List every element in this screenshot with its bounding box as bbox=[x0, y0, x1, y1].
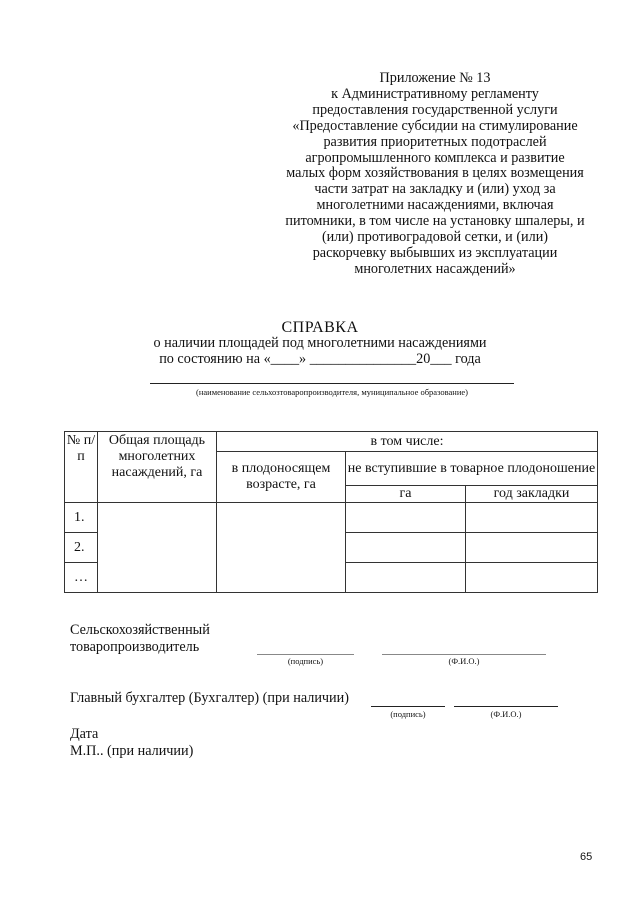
appendix-line: развития приоритетных подотраслей bbox=[323, 133, 547, 150]
document-subtitle bbox=[0, 335, 640, 367]
subtitle-date-line[interactable]: по состоянию на «____» _______________20___ года bbox=[159, 351, 481, 367]
accountant-signature-line[interactable] bbox=[371, 706, 445, 707]
row-number: 1. bbox=[65, 503, 98, 533]
producer-name-caption: (наименование сельхозтоваропроизводителя, муниципальное образование) bbox=[196, 387, 468, 397]
date-label: Дата bbox=[70, 726, 99, 742]
appendix-line: предоставления государственной услуги bbox=[312, 101, 558, 118]
document-title: СПРАВКА bbox=[281, 319, 359, 336]
accountant-name-caption: (Ф.И.О.) bbox=[490, 709, 522, 719]
subtitle-line-1: о наличии площадей под многолетними насаждениями bbox=[153, 335, 487, 351]
page-number: 65 bbox=[580, 851, 593, 863]
producer-name-sign-line[interactable] bbox=[382, 654, 546, 655]
ha-cell[interactable] bbox=[346, 563, 466, 593]
header-total-area: Общая площадь многолетних насаждений, га bbox=[98, 432, 217, 503]
planting-year-cell[interactable] bbox=[466, 503, 598, 533]
appendix-line: многолетними насаждениями, включая bbox=[316, 197, 554, 214]
appendix-line: к Административному регламенту bbox=[331, 85, 539, 102]
producer-signature-caption: (подпись) bbox=[287, 656, 324, 666]
accountant-signature-caption: (подпись) bbox=[390, 709, 426, 719]
header-number: № п/п bbox=[65, 432, 98, 503]
header-including: в том числе: bbox=[217, 432, 598, 452]
header-planting-year: год закладки bbox=[466, 486, 598, 503]
accountant-name-line[interactable] bbox=[454, 706, 558, 707]
plantings-table bbox=[64, 431, 598, 593]
accountant-label: Главный бухгалтер (Бухгалтер) (при наличии) bbox=[70, 690, 349, 706]
fruit-bearing-cell[interactable] bbox=[217, 503, 346, 593]
appendix-line: части затрат на закладку и (или) уход за bbox=[314, 181, 556, 198]
appendix-line: питомники, в том числе на установку шпалеры, и bbox=[285, 213, 585, 230]
producer-name-line[interactable] bbox=[150, 383, 514, 384]
ha-cell[interactable] bbox=[346, 503, 466, 533]
header-ha: га bbox=[346, 486, 466, 503]
appendix-line: агропромышленного комплекса и развитие bbox=[305, 149, 565, 166]
planting-year-cell[interactable] bbox=[466, 563, 598, 593]
row-number: … bbox=[65, 563, 98, 593]
row-number: 2. bbox=[65, 533, 98, 563]
appendix-line: Приложение № 13 bbox=[379, 70, 491, 86]
appendix-line: многолетних насаждений» bbox=[354, 260, 516, 277]
appendix-line: «Предоставление субсидии на стимулирование bbox=[292, 117, 578, 134]
producer-name-sign-caption: (Ф.И.О.) bbox=[448, 656, 480, 666]
appendix-line: раскорчевку выбывших из эксплуатации bbox=[312, 244, 558, 261]
appendix-line: (или) противоградовой сетки, и (или) bbox=[321, 229, 549, 246]
header-fruit-bearing: в плодоносящем возрасте, га bbox=[217, 452, 346, 503]
producer-label-line-2: товаропроизводитель bbox=[70, 639, 200, 655]
producer-signature-line[interactable] bbox=[257, 654, 354, 655]
appendix-header bbox=[272, 71, 598, 278]
table-row bbox=[65, 503, 598, 533]
stamp-label: М.П.. (при наличии) bbox=[70, 743, 194, 759]
table-header-row bbox=[65, 432, 598, 452]
header-not-bearing: не вступившие в товарное плодоношение bbox=[346, 452, 598, 486]
appendix-line: малых форм хозяйствования в целях возмещения bbox=[286, 165, 584, 182]
producer-label bbox=[70, 622, 210, 656]
planting-year-cell[interactable] bbox=[466, 533, 598, 563]
total-area-cell[interactable] bbox=[98, 503, 217, 593]
ha-cell[interactable] bbox=[346, 533, 466, 563]
producer-label-line-1: Сельскохозяйственный bbox=[70, 622, 210, 638]
